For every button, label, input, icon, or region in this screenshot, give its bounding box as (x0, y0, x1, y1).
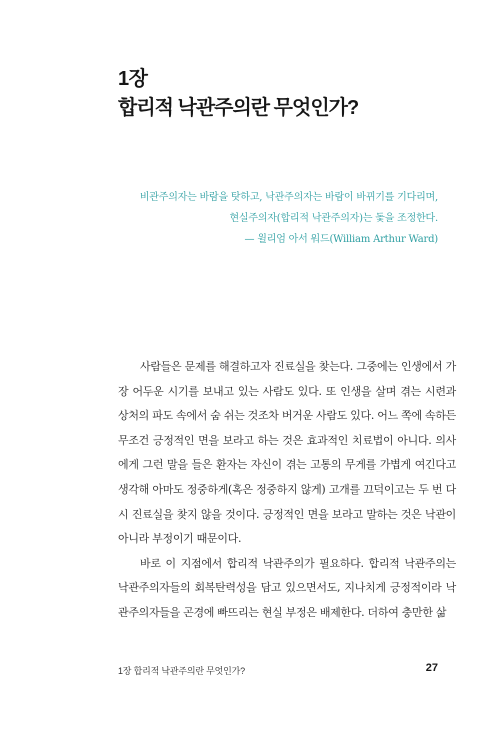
chapter-title: 합리적 낙관주의란 무엇인가? (118, 97, 359, 119)
body-text (118, 355, 456, 626)
epigraph-attribution: — 윌리엄 아서 워드(William Arthur Ward) (244, 234, 438, 245)
epigraph (98, 187, 438, 250)
body-paragraph: 바로 이 지점에서 합리적 낙관주의가 필요하다. 합리적 낙관주의는 낙관주의자들의 회복탄력성을 담고 있으면서도, 지나치게 긍정적이라 낙관주의자들을 곤경에 빠뜨리는 현실 부정은 배제한다. 더하여 충만한 삶 (118, 556, 456, 619)
page-number: 27 (425, 662, 438, 674)
epigraph-line: 현실주의자(합리적 낙관주의자)는 돛을 조정한다. (229, 213, 438, 224)
body-paragraph: 사람들은 문제를 해결하고자 진료실을 찾는다. 그중에는 인생에서 가장 어두운 시기를 보내고 있는 사람도 있다. 또 인생을 살며 겪는 시련과 상처의 파도 속에서 숨 쉬는 것조차 버거운 사람도 있다. 어느 쪽에 속하든 무조건 긍정적인 면을 보라고 하는 것은 효과적인 치료법이 아니다. 의사에게 그런 말을 들은 환자는 자신이 겪는 고통의 무게를 가볍게 여긴다고 생각해 아마도 정중하게(혹은 정중하지 않게) 고개를 끄덕이고는 두 번 다시 진료실을 찾지 않을 것이다. 긍정적인 면을 보라고 말하는 것은 낙관이 아니라 부정이기 때문이다. (118, 360, 456, 546)
running-footer-title: 1장 합리적 낙관주의란 무엇인가? (118, 666, 245, 676)
chapter-number: 1장 (118, 68, 148, 90)
epigraph-line: 비관주의자는 바람을 탓하고, 낙관주의자는 바람이 바뀌기를 기다리며, (139, 192, 438, 203)
